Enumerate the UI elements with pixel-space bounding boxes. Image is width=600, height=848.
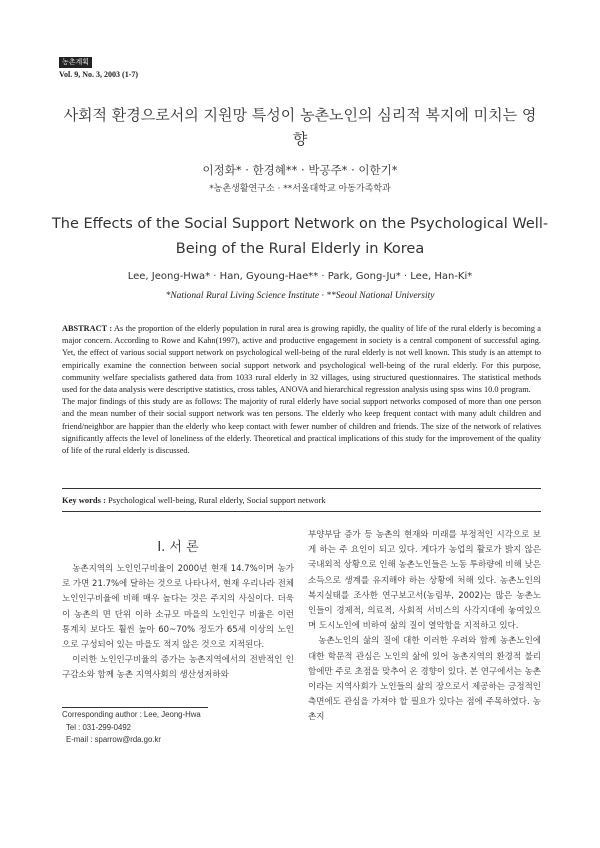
abstract-paragraph-2: The major findings of this study are as follows: The majority of rural elderly have social support networks composed of more than one person and the mean number of their social support network was ten persons. The elderly who keep frequent contact with many adult children and friend/neighbor are happier than the elderly who keep contact with fewer number of children and friends. The size of the network of relatives significantly affects the level of loneliness of the elderly. Theoretical and practical implications of this study for the improvement of the quality of life of the rural elderly is discussed. bbox=[62, 397, 541, 456]
abstract-paragraph-1 bbox=[62, 323, 541, 396]
keywords-text: Psychological well-being, Rural elderly, Social support network bbox=[108, 495, 326, 505]
footnote-email: E-mail : sparrow@rda.go.kr bbox=[66, 735, 162, 744]
abstract-text-1: As the proportion of the elderly population in rural area is growing rapidly, the quality of life of the rural elderly is becoming a major concern. According to Rowe and Kahn(1997), active and productive engagement in society is a central component of successful aging. Yet, the effect of various social support network on psychological well-being of the rural elderly is not well known. This study is an attempt to empirically examine the connection between social support network and psychological well-being of the rural elderly. For this purpose, community welfare specialists gathered data from 1033 rural elderly in 32 villages, using structured questionnaires. The statistical methods used for the data analysis were descriptive statistics, cross tables, ANOVA and hierarchical regression analysis using spss wins 10.0 program. bbox=[62, 324, 541, 395]
title-korean: 사회적 환경으로서의 지원망 특성이 농촌노인의 심리적 복지에 미치는 영향 bbox=[63, 106, 537, 148]
abstract-label: ABSTRACT : bbox=[62, 324, 113, 333]
title-english: The Effects of the Social Support Network on the Psychological Well-Being of the Rural Elderly in Korea bbox=[51, 216, 549, 257]
authors-korean: 이정화* · 한경혜** · 박공주* · 이한기* bbox=[202, 163, 398, 177]
authors-english: Lee, Jeong-Hwa* · Han, Gyoung-Hae** · Park, Gong-Ju* · Lee, Han-Ki* bbox=[127, 271, 473, 282]
abstract bbox=[62, 323, 541, 457]
body-column-left bbox=[62, 562, 294, 684]
abstract-divider bbox=[62, 488, 541, 489]
body-paragraph: 농촌노인의 삶의 질에 대한 이러한 우려와 함께 농촌노인에 대한 학문적 관심은 노인의 삶에 있어 농촌지역의 환경적 불리함에만 주로 초점을 맞추어 온 경향이 있다. 본 연구에서는 농촌이라는 지역사회가 노인들의 삶의 장으로서 제공하는 긍정적인 측면에도 관심을 가져야 할 필요가 있다는 점에 주목하였다. 농촌지 bbox=[308, 636, 541, 723]
body-column-right bbox=[308, 528, 541, 726]
journal-volume: Vol. 9, No. 3, 2003 (1-7) bbox=[59, 70, 139, 79]
footnote-divider bbox=[62, 707, 208, 708]
keywords-divider bbox=[62, 511, 541, 512]
footnote-tel: Tel : 031-299-0492 bbox=[66, 722, 132, 732]
keywords-label: Key words : bbox=[62, 495, 106, 505]
section-heading-introduction: I. 서 론 bbox=[157, 540, 199, 555]
journal-tag: 농촌계획 bbox=[59, 57, 92, 68]
affiliation-korean: *농촌생활연구소 · **서울대학교 아동가족학과 bbox=[209, 184, 391, 194]
body-paragraph: 이러한 노인인구비율의 증가는 농촌지역에서의 전반적인 인구감소와 함께 농촌 지역사회의 생산성저하와 bbox=[62, 655, 294, 681]
footnote-author: Corresponding author : Lee, Jeong-Hwa bbox=[62, 710, 201, 719]
body-paragraph: 농촌지역의 노인인구비율이 2000년 현재 14.7%이며 농가로 가면 21.7%에 달하는 것으로 나타나서, 현재 우리나라 전체 노인인구비율에 비해 매우 높다는 것은 주지의 사실이다. 더욱이 농촌의 면 단위 이하 소규모 마을의 노인인구 비율은 이런 통계치 보다도 훨씬 높아 60~70% 정도가 65세 이상의 노인으로 구성되어 있는 마을도 적지 않은 것으로 지적된다. bbox=[62, 564, 294, 651]
footnote bbox=[62, 709, 201, 747]
keywords bbox=[62, 495, 326, 505]
body-paragraph: 부양부담 증가 등 농촌의 현재와 미래를 부정적인 시각으로 보게 하는 주 요인이 되고 있다. 게다가 농업의 활로가 밝지 않은 국내외적 상황으로 인해 농촌노인들은 노동 투하량에 비해 낮은 소득으로 생계를 유지해야 하는 상황에 처해 있다. 농촌노인의 복지실태를 조사한 연구보고서(농림부, 2002)는 많은 농촌노인들이 경제적, 의료적, 사회적 서비스의 사각지대에 놓여있으며 도시노인에 비하여 삶의 질이 열악함을 지적하고 있다. bbox=[308, 530, 541, 632]
affiliation-english: *National Rural Living Science Institute · **Seoul National University bbox=[165, 291, 435, 301]
